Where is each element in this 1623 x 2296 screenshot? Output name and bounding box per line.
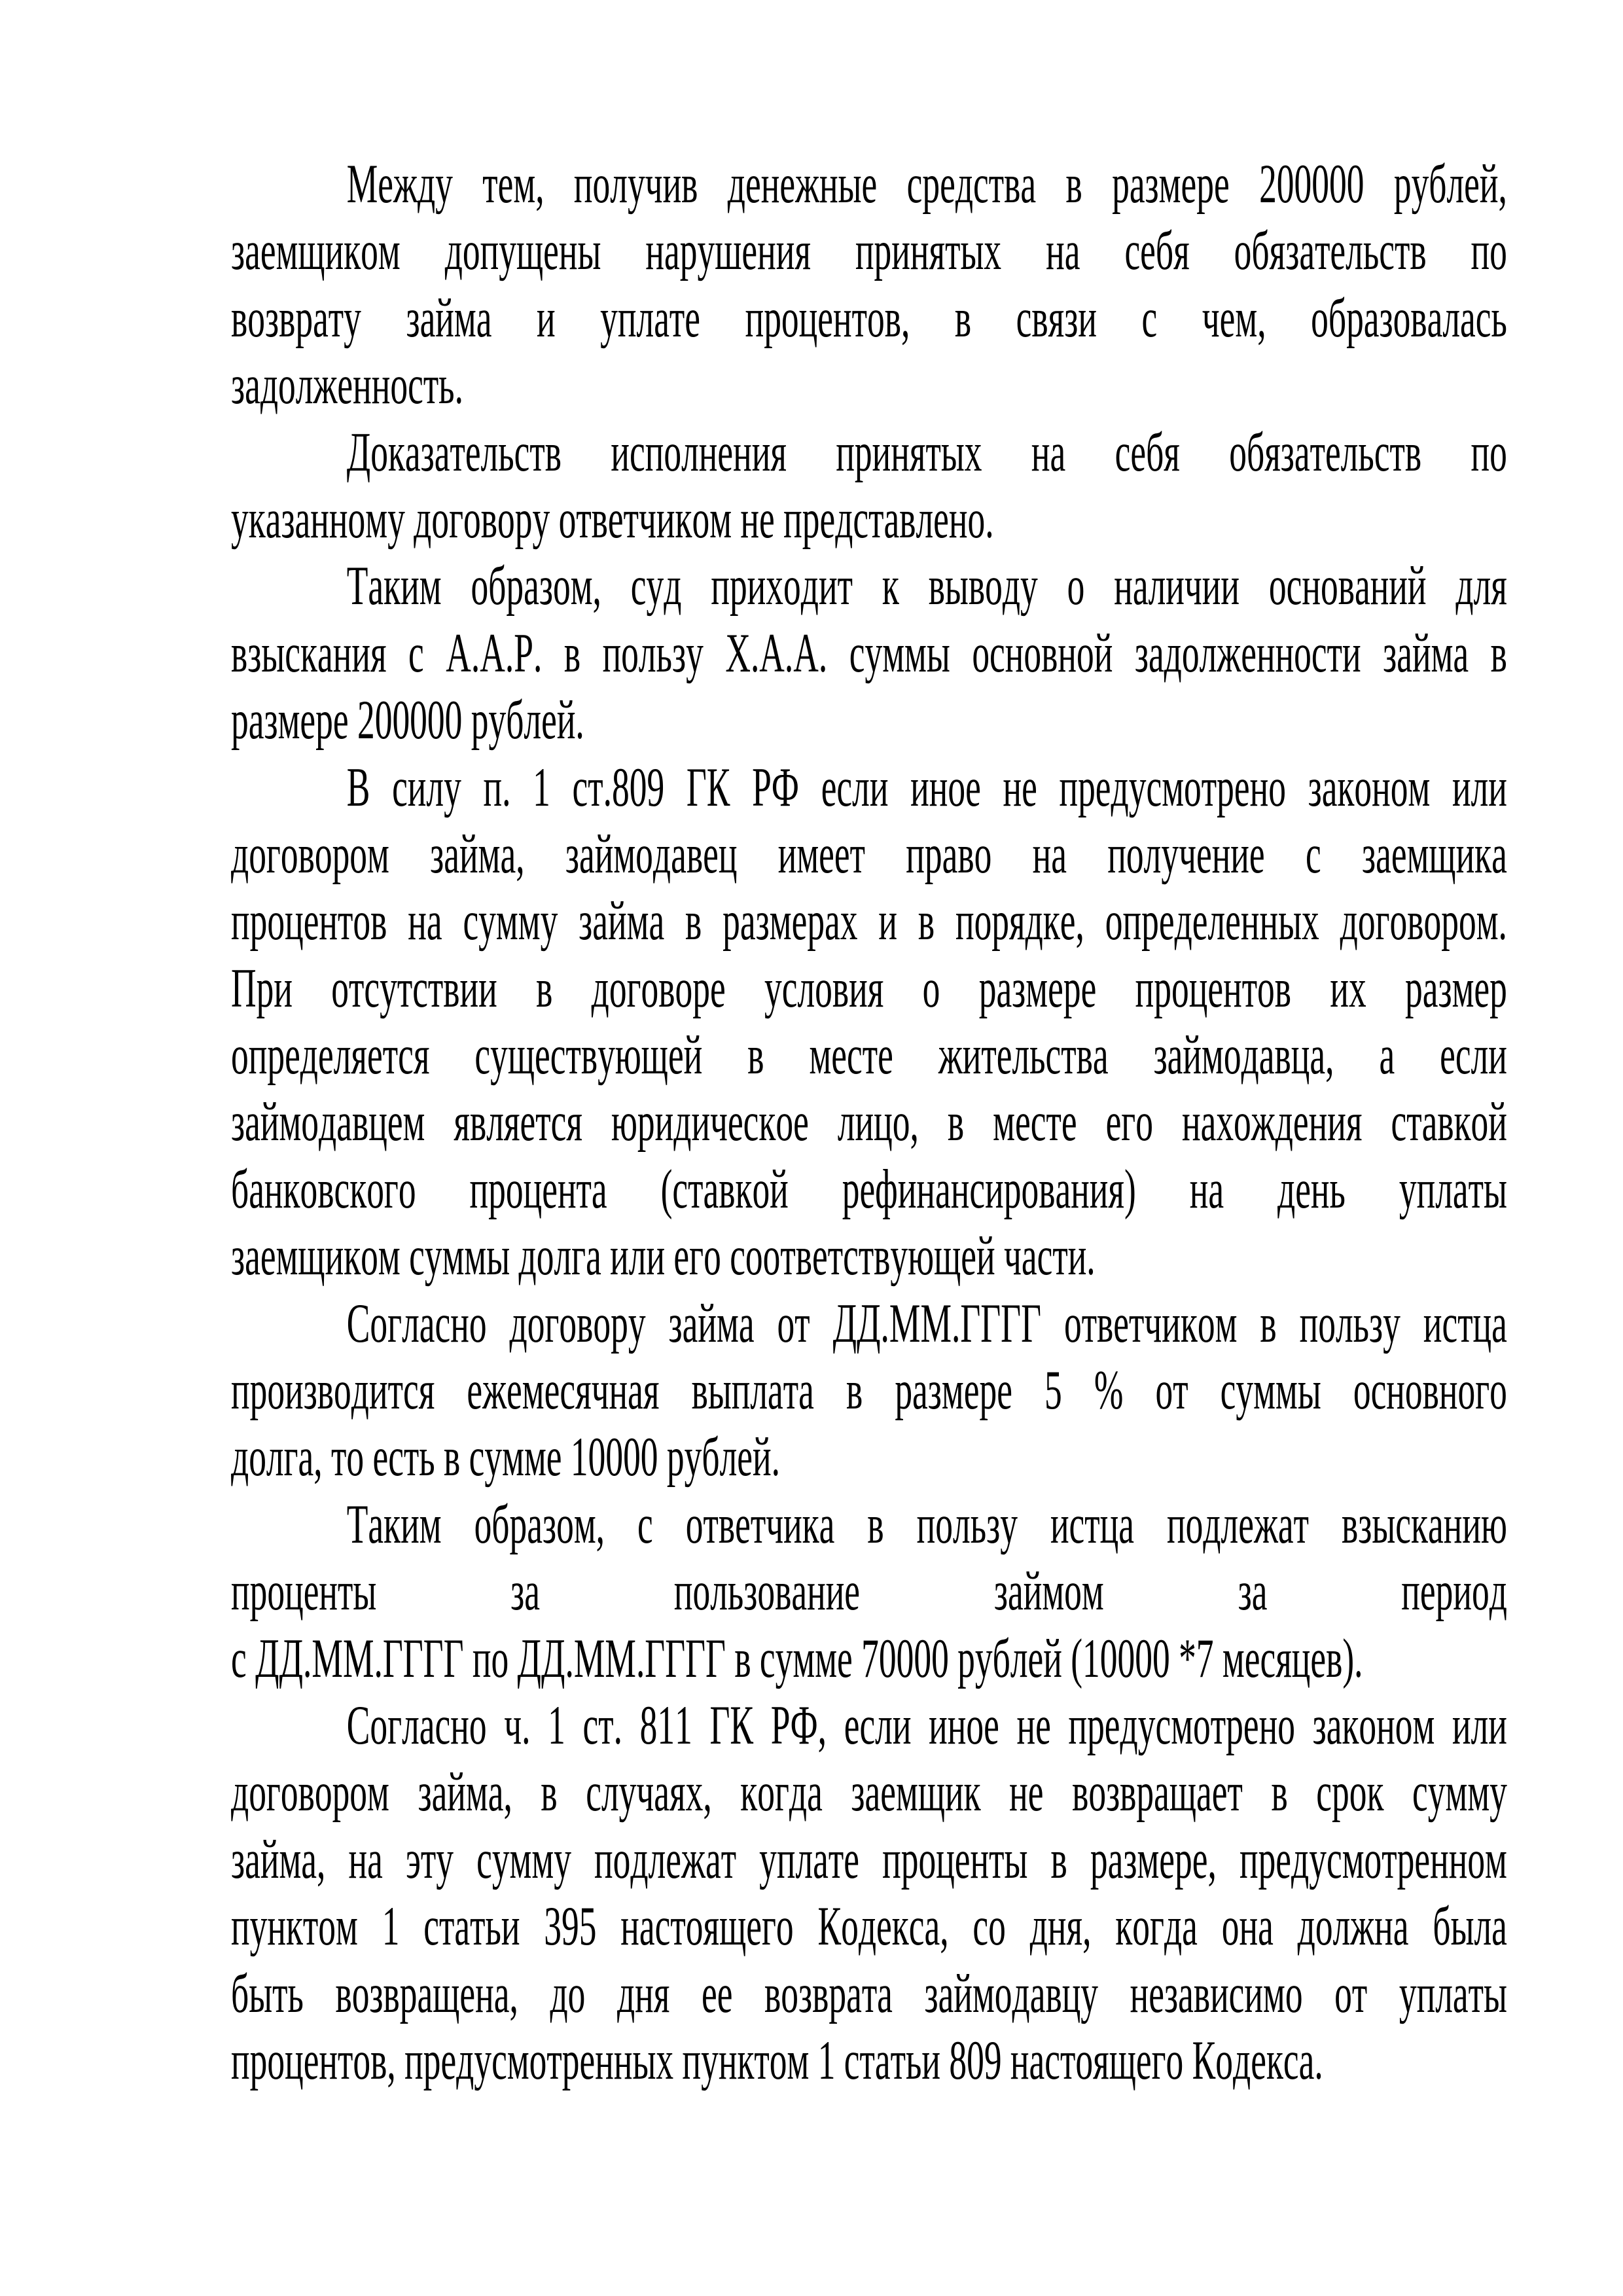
text-line: задолженность.: [231, 354, 463, 416]
text-line: договором займа, в случаях, когда заемщик не возвращает в срок сумму: [231, 1761, 1507, 1823]
text-line: с ДД.ММ.ГГГГ по ДД.ММ.ГГГГ в сумме 70000 рублей (10000 *7 месяцев).: [231, 1627, 1363, 1689]
text-line: заемщиком допущены нарушения принятых на себя обязательств по: [231, 220, 1507, 282]
text-line: Таким образом, суд приходит к выводу о наличии оснований для: [346, 555, 1507, 617]
text-line: Согласно ч. 1 ст. 811 ГК РФ, если иное не предусмотрено законом или: [346, 1694, 1507, 1756]
text-line: производится ежемесячная выплата в размере 5 % от суммы основного: [231, 1359, 1507, 1422]
document-text-block: [231, 151, 1507, 2094]
text-line: пунктом 1 статьи 395 настоящего Кодекса, со дня, когда она должна была: [231, 1895, 1507, 1958]
paragraph: [231, 754, 1507, 1290]
text-line: определяется существующей в месте жительства займодавца, а если: [231, 1024, 1507, 1086]
text-line: возврату займа и уплате процентов, в связи с чем, образовалась: [231, 287, 1507, 349]
text-line: быть возвращена, до дня ее возврата займодавцу независимо от уплаты: [231, 1962, 1507, 2024]
paragraph: [231, 1290, 1507, 1491]
text-line: проценты за пользование займом за период: [231, 1560, 1507, 1623]
paragraph: [231, 151, 1507, 419]
text-line: взыскания с А.А.Р. в пользу Х.А.А. суммы основной задолженности займа в: [231, 622, 1507, 684]
text-line: процентов, предусмотренных пунктом 1 статьи 809 настоящего Кодекса.: [231, 2029, 1323, 2091]
paragraph: [231, 419, 1507, 553]
paragraph: [231, 1491, 1507, 1692]
text-line: указанному договору ответчиком не представлено.: [231, 488, 994, 550]
text-line: займодавцем является юридическое лицо, в месте его нахождения ставкой: [231, 1091, 1507, 1153]
text-line: займа, на эту сумму подлежат уплате проценты в размере, предусмотренном: [231, 1828, 1507, 1890]
text-line: договором займа, займодавец имеет право на получение с заемщика: [231, 823, 1507, 885]
text-line: процентов на сумму займа в размерах и в порядке, определенных договором.: [231, 890, 1507, 952]
text-line: В силу п. 1 ст.809 ГК РФ если иное не предусмотрено законом или: [346, 756, 1507, 818]
text-line: размере 200000 рублей.: [231, 689, 584, 751]
text-line: Таким образом, с ответчика в пользу истца подлежат взысканию: [346, 1493, 1507, 1555]
text-line: Доказательств исполнения принятых на себя обязательств по: [346, 421, 1507, 483]
text-line: банковского процента (ставкой рефинансирования) на день уплаты: [231, 1158, 1507, 1220]
paragraph: [231, 552, 1507, 753]
text-line: Между тем, получив денежные средства в размере 200000 рублей,: [346, 153, 1507, 215]
text-line: При отсутствии в договоре условия о размере процентов их размер: [231, 957, 1507, 1019]
text-line: заемщиком суммы долга или его соответствующей части.: [231, 1225, 1096, 1287]
text-line: долга, то есть в сумме 10000 рублей.: [231, 1426, 780, 1488]
text-line: Согласно договору займа от ДД.ММ.ГГГГ ответчиком в пользу истца: [346, 1292, 1507, 1354]
paragraph: [231, 1692, 1507, 2094]
